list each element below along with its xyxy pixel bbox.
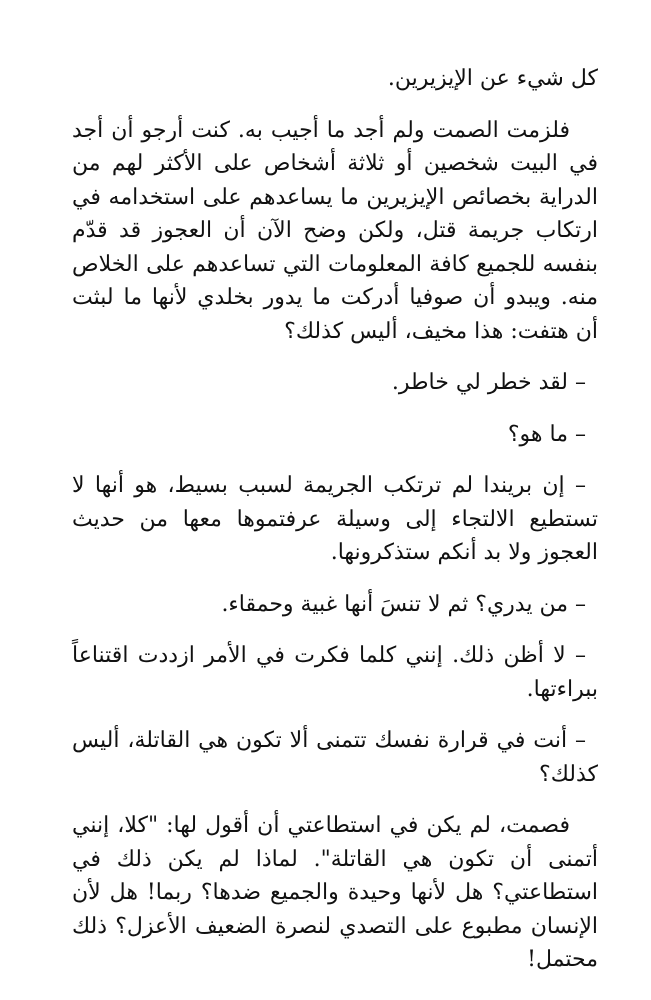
dialogue-line-1: – لقد خطر لي خاطر.	[391, 370, 586, 395]
dialogue-line-4: – من يدري؟ ثم لا تنسَ أنها غبية وحمقاء.	[221, 591, 586, 617]
paragraph-2: فلزمت الصمت ولم أجد ما أجيب به. كنت أرجو أن أجد في البيت شخصين أو ثلاثة أشخاص على الأكثر لهم من الدراية بخصائص الإيزيرين ما يساعدهم على استخدامه في ارتكاب جريمة قتل، ولكن وضح الآن أن العجوز قد قدّم بنفسه للجميع كافة المعلومات التي تساعدهم على الخلاص منه. ويبدو أن صوفيا أدركت ما يدور بخلدي لأنها ما لبثت أن هتفت: هذا مخيف، أليس كذلك؟	[72, 117, 598, 344]
dialogue-line-5: – لا أظن ذلك. إنني كلما فكرت في الأمر ازددت اقتناعاً ببراءتها.	[72, 643, 598, 702]
dialogue-line-3: – إن بريندا لم ترتكب الجريمة لسبب بسيط، هو أنها لا تستطيع الالتجاء إلى وسيلة عرفتموها معها من حديث العجوز ولا بد أنكم ستذكرونها.	[72, 473, 598, 565]
paragraph-1: كل شيء عن الإيزيرين.	[387, 66, 598, 91]
document-page	[72, 62, 598, 995]
dialogue-line-2: – ما هو؟	[507, 421, 586, 447]
paragraph-final: فصمت، لم يكن في استطاعتي أن أقول لها: "كلا، إنني أتمنى أن تكون هي القاتلة". لماذا لم يكن ذلك في استطاعتي؟ هل لأنها وحيدة والجميع ضدها؟ ربما! هل لأن الإنسان مطبوع على التصدي لنصرة الضعيف الأعزل؟ ذلك محتمل!	[72, 813, 598, 972]
dialogue-line-6: – أنت في قرارة نفسك تتمنى ألا تكون هي القاتلة، أليس كذلك؟	[72, 728, 598, 787]
